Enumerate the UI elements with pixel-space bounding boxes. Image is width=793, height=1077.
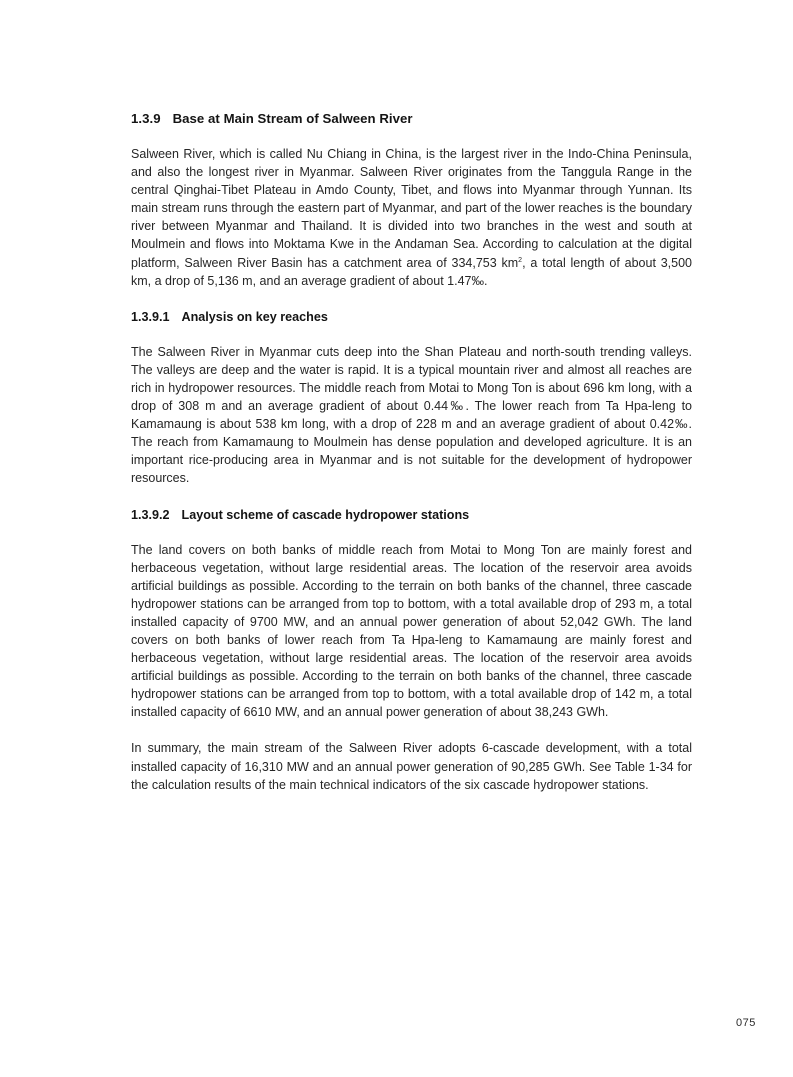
subsection-title: Analysis on key reaches — [181, 309, 328, 324]
section-heading — [131, 110, 692, 128]
subsection-heading-key-reaches — [131, 308, 692, 326]
section-title: Base at Main Stream of Salween River — [172, 111, 413, 126]
section-intro-paragraph — [131, 145, 692, 290]
layout-scheme-paragraph: The land covers on both banks of middle reach from Motai to Mong Ton are mainly forest and herbaceous vegetation, without large residential areas. The location of the reservoir area avoids artificial buildings as possible. According to the terrain on both banks of the channel, three cascade hydropower stations can be arranged from top to bottom, with a total available drop of 293 m, a total installed capacity of 9700 MW, and an annual power generation of about 52,042 GWh. The land covers on both banks of lower reach from Ta Hpa-leng to Kamamaung are mainly forest and herbaceous vegetation, without large residential areas. The location of the reservoir area avoids artificial buildings as possible. According to the terrain on both banks of the channel, three cascade hydropower stations can be arranged from top to bottom, with a total available drop of 142 m, a total installed capacity of 6610 MW, and an annual power generation of about 38,243 GWh. — [131, 542, 692, 720]
section-number: 1.3.9 — [131, 111, 161, 126]
intro-text-part-2: , a total length of about 3,500 km, a drop of 5,136 m, and an average gradient of about 1.47‰. — [131, 255, 692, 288]
page-content — [131, 110, 692, 812]
subsection-heading-layout-scheme — [131, 506, 692, 524]
key-reaches-paragraph: The Salween River in Myanmar cuts deep into the Shan Plateau and north-south trending valleys. The valleys are deep and the water is rapid. It is a typical mountain river and almost all reaches are rich in hydropower resources. The middle reach from Motai to Mong Ton is about 696 km long, with a drop of 308 m and an average gradient of about 0.44‰. The lower reach from Ta Hpa-leng to Kamamaung is about 538 km long, with a drop of 228 m and an average gradient of about 0.42‰. The reach from Kamamaung to Moulmein has dense population and developed agriculture. It is an important rice-producing area in Myanmar and is not suitable for the development of hydropower resources. — [131, 344, 692, 486]
subsection-title: Layout scheme of cascade hydropower stations — [181, 507, 470, 522]
subsection-number: 1.3.9.1 — [131, 309, 170, 324]
intro-text-part-1: Salween River, which is called Nu Chiang in China, is the largest river in the Indo-China Peninsula, and also the longest river in Myanmar. Salween River originates from the Tanggula Range in the central Qinghai-Tibet Plateau in Amdo County, Tibet, and flows into Myanmar through Yunnan. Its main stream runs through the eastern part of Myanmar, and part of the lower reaches is the boundary river between Myanmar and Thailand. It is divided into two branches in the west and south at Moulmein and flows into Moktama Kwe in the Andaman Sea. According to calculation at the digital platform, Salween River Basin has a catchment area of 334,753 km — [131, 147, 692, 270]
subsection-number: 1.3.9.2 — [131, 507, 170, 522]
superscript-2: 2 — [518, 256, 523, 264]
page-number: 075 — [736, 1017, 756, 1029]
summary-paragraph: In summary, the main stream of the Salween River adopts 6-cascade development, with a total installed capacity of 16,310 MW and an annual power generation of 90,285 GWh. See Table 1-34 for the calculation results of the main technical indicators of the six cascade hydropower stations. — [131, 741, 692, 792]
